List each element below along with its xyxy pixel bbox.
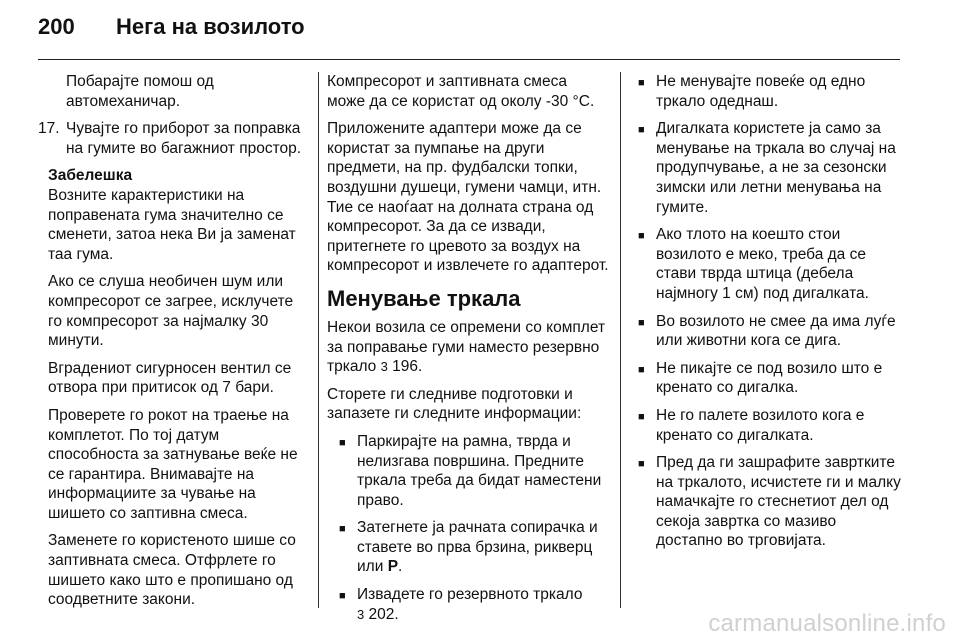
header-rule	[38, 59, 900, 60]
note-paragraph: Проверете го рокот на траење на комплетот. По тој датум способноста за затнување веќе не се гарантира. Внимавајте на информациите за чување на шишето со заптивна смеса.	[48, 406, 298, 522]
list-item: ■ Пред да ги зашрафите завртките на тркалото, исчистете ги и малку намачкајте го стеснетиот дел од секоја завртка со мазиво достапно во трговијата.	[638, 454, 901, 550]
bullet-icon: ■	[638, 316, 645, 329]
note-block	[38, 166, 306, 609]
bullet-icon: ■	[339, 523, 346, 536]
list-item: ■ Ако тлото на коешто стои возилото е меко, треба да се стави тврда штица (дебела најмногу 1 см) под дигалката.	[638, 226, 869, 302]
list-item: ■ Затегнете ја рачната сопирачка и ставете во прва брзина, рикверц или P.	[339, 519, 598, 576]
step-17	[38, 119, 306, 158]
column-right	[638, 72, 906, 559]
column-left	[38, 72, 306, 618]
step-text: Чувајте го приборот за поправка на гумите во багажниот простор.	[66, 120, 302, 157]
bullet-icon: ■	[638, 77, 645, 89]
note-title: Забелешка	[48, 167, 133, 185]
page-reference-arrow-icon: 3	[357, 606, 365, 622]
list-item: ■ Извадете го резервното тркало 3 202.	[339, 586, 583, 623]
step-number: 17.	[38, 120, 60, 138]
page-reference: 202.	[368, 605, 399, 623]
paragraph: Приложените адаптери може да се користат за пумпање на други предмети, на пр. фудбалски топки, воздушни душеци, гумени чамци, итн. Тие се наоѓаат на долната страна од компресорот. За да се извади, притегнете го цревото за воздух на компресорот и извлечете го адаптерот.	[327, 120, 609, 275]
watermark: carmanualsonline.info	[708, 610, 946, 637]
paragraph: Сторете ги следниве подготовки и запазете ги следните информации:	[327, 385, 582, 423]
list-item: ■ Не менувајте повеќе од едно тркало одеднаш.	[638, 73, 866, 110]
list-item: ■ Паркирајте на рамна, тврда и нелизгава површина. Предните тркала треба да бидат наместени право.	[339, 432, 602, 509]
paragraph: Некои возила се опремени со комплет за поправање гуми наместо резервно тркало 3 196.	[327, 318, 606, 376]
paragraph: Компресорот и заптивната смеса може да се користат од околу -30 °C.	[327, 73, 595, 110]
list-item: ■ Не го палете возилото кога е кренато со дигалката.	[638, 406, 865, 444]
bullet-icon: ■	[638, 458, 645, 471]
column-middle	[327, 72, 609, 632]
column-divider	[318, 72, 319, 608]
bullet-icon: ■	[339, 590, 346, 603]
page-reference: 196.	[392, 358, 423, 376]
list-item: ■ Во возилото не смее да има луѓе или животни кога се дига.	[638, 312, 896, 350]
list-item: ■ Не пикајте се под возило што е кренато со дигалка.	[638, 359, 883, 397]
bullet-icon: ■	[638, 230, 645, 243]
bullet-icon: ■	[638, 363, 645, 376]
note-paragraph: Ако се слуша необичен шум или компресорот се загрее, исклучете го компресорот за најмалку 30 минути.	[48, 273, 294, 350]
list-item: ■ Дигалката користете ја само за менување на тркала во случај на продупчување, а не за сезонски зимски или летни менувања на гумите.	[638, 120, 896, 216]
bullet-icon: ■	[339, 436, 346, 449]
page-header	[38, 14, 305, 54]
gear-position: P	[387, 558, 399, 576]
note-paragraph: Возните карактеристики на поправената гума значително се сменети, затоа нека Ви ја заменат таа гума.	[48, 186, 296, 263]
column-divider	[620, 72, 621, 608]
bullet-icon: ■	[638, 410, 645, 423]
note-paragraph: Вградениот сигурносен вентил се отвора при притисок од 7 бари.	[48, 359, 292, 397]
section-heading: Менување тркала	[327, 285, 521, 311]
bullet-icon: ■	[638, 124, 645, 137]
page-reference-arrow-icon: 3	[380, 359, 388, 375]
continued-step-text: Побарајте помош од автомеханичар.	[66, 73, 214, 110]
note-paragraph: Заменете го користеното шише со заптивната смеса. Отфрлете го шишето како што е пропишано од соодветните закони.	[48, 532, 296, 609]
page-number: 200	[38, 14, 75, 39]
chapter-title: Нега на возилото	[116, 14, 305, 39]
